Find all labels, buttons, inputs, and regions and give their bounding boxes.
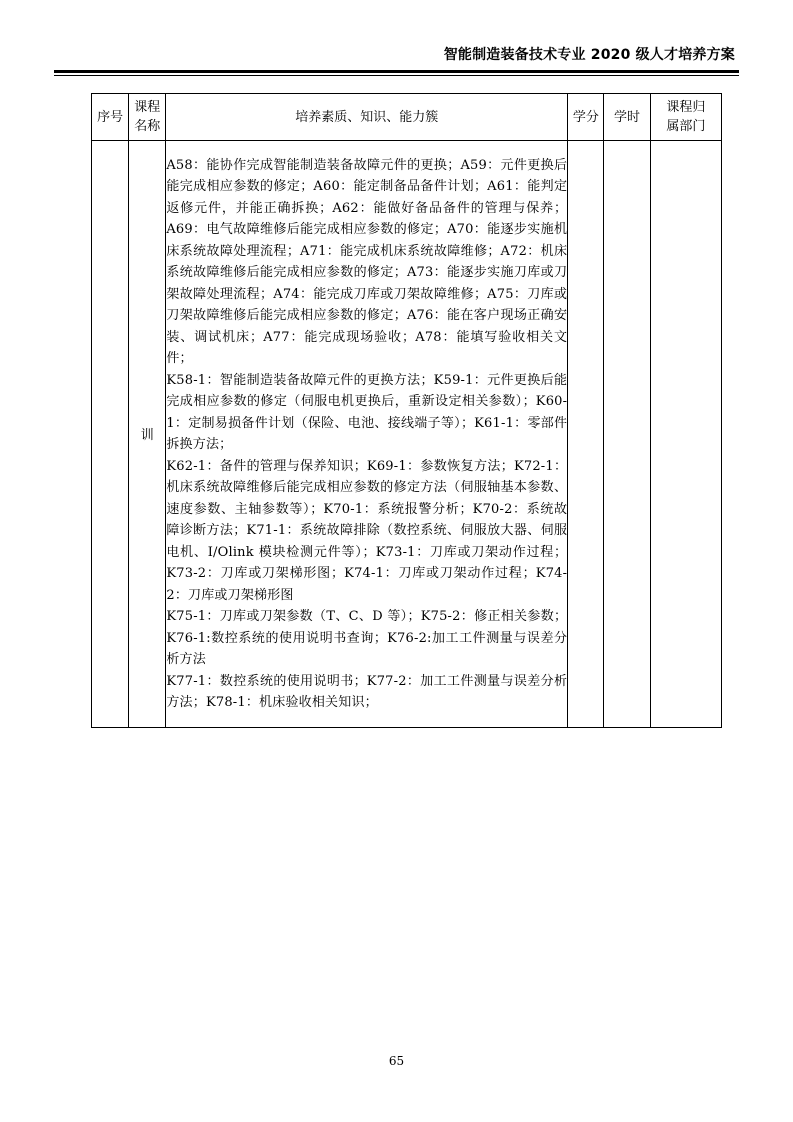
column-header-department-line1: 课程归 [666, 100, 706, 115]
content-paragraph-abilities: A58：能协作完成智能制造装备故障元件的更换；A59：元件更换后能完成相应参数的修定；A60：能定制备品备件计划；A61：能判定返修元件，并能正确拆换；A62：能做好备品备件的管理与保养；A69：电气故障维修后能完成相应参数的修定；A70：能逐步实施机床系统故障处理流程；A71：能完成机床系统故障维修；A72：机床系统故障维修后能完成相应参数的修定；A73：能逐步实施刀库或刀架故障处理流程；A74：能完成刀库或刀架故障维修；A75：刀库或刀架故障维修后能完成相应参数的修定；A76：能在客户现场正确安装、调试机床；A77：能完成现场验收；A78：能填写验收相关文件； [166, 157, 568, 366]
cell-content [166, 141, 568, 728]
content-paragraph-knowledge-4: K77-1：数控系统的使用说明书；K77-2：加工工件测量与误差分析方法；K78-1：机床验收相关知识； [166, 673, 568, 710]
document-header-title: 智能制造装备技术专业 2020 级人才培养方案 [443, 47, 735, 63]
column-header-course-name-line2: 名称 [134, 119, 161, 134]
column-header-content: 培养素质、知识、能力簇 [166, 94, 568, 141]
content-paragraph-knowledge-2: K62-1：备件的管理与保养知识；K69-1：参数恢复方法；K72-1：机床系统故障维修后能完成相应参数的修定方法（伺服轴基本参数、速度参数、主轴参数等）；K70-1：系统报警分析；K70-2：系统故障诊断方法；K71-1：系统故障排除（数控系统、伺服放大器、伺服电机、I/Olink 模块检测元件等）；K73-1：刀库或刀架动作过程；K73-2：刀库或刀架梯形图；K74-1：刀库或刀架动作过程；K74-2：刀库或刀架梯形图 [166, 458, 568, 603]
cell-hours [604, 141, 650, 728]
content-paragraph-knowledge-1: K58-1：智能制造装备故障元件的更换方法；K59-1：元件更换后能完成相应参数的修定（伺服电机更换后，重新设定相关参数）；K60-1：定制易损备件计划（保险、电池、接线端子等）；K61-1：零部件拆换方法； [166, 372, 568, 452]
cell-credit [568, 141, 604, 728]
page-number: 65 [388, 1054, 405, 1068]
column-header-hours: 学时 [604, 94, 650, 141]
column-header-credit: 学分 [568, 94, 604, 141]
content-paragraph-knowledge-3: K75-1：刀库或刀架参数（T、C、D 等）；K75-2：修正相关参数；K76-1:数控系统的使用说明书查询；K76-2:加工工件测量与误差分析方法 [166, 609, 568, 667]
course-name-text: 训 [140, 427, 154, 443]
column-header-seq: 序号 [92, 94, 129, 141]
column-header-course-name-line1: 课程 [134, 100, 161, 115]
column-header-department [650, 94, 721, 141]
header-rule-thick [54, 70, 739, 73]
cell-department [650, 141, 721, 728]
table-header-row [92, 94, 722, 141]
column-header-course-name [129, 94, 166, 141]
column-header-department-line2: 属部门 [666, 119, 706, 134]
table-row [92, 141, 722, 728]
cell-course-name [129, 141, 166, 728]
curriculum-table [91, 93, 722, 728]
cell-seq [92, 141, 129, 728]
header-rule-thin [54, 75, 739, 76]
